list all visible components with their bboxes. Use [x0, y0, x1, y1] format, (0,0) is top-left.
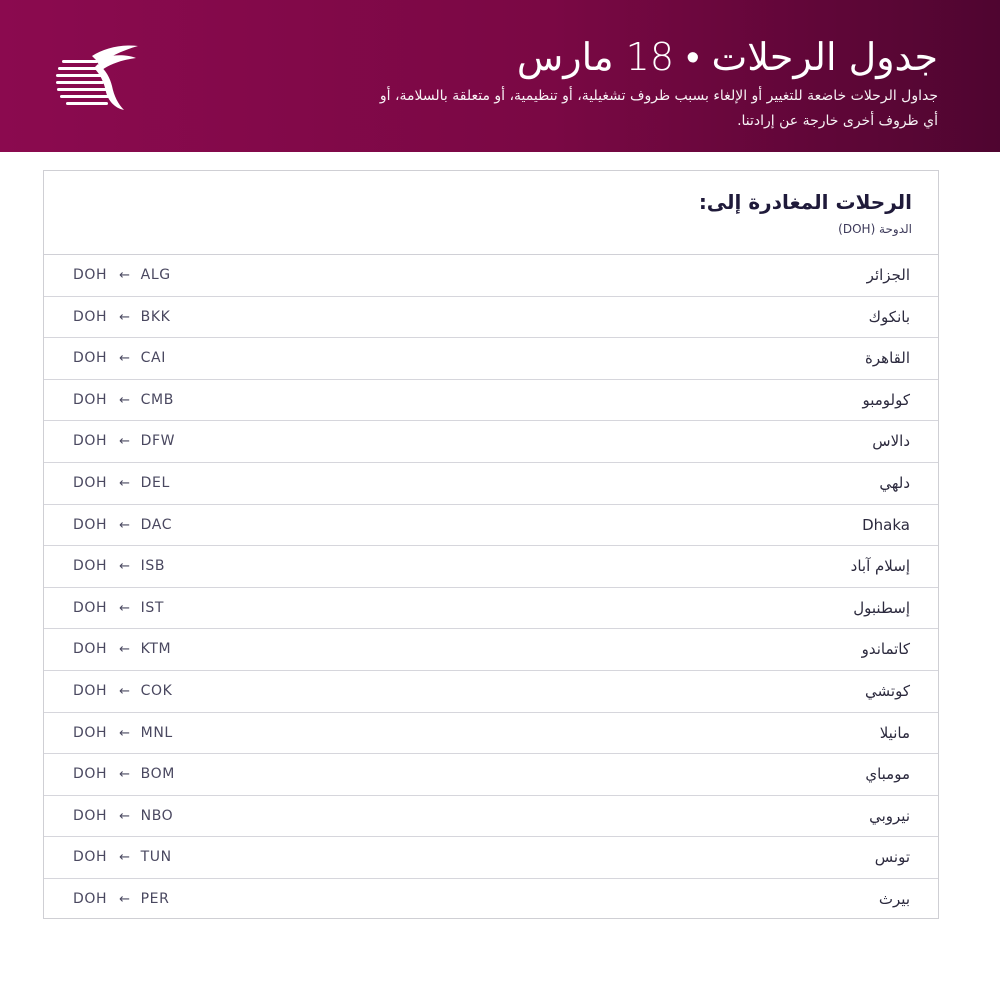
- route-codes: [73, 671, 172, 713]
- list-item: [44, 338, 938, 380]
- route-codes: [73, 837, 172, 879]
- flights-list: [44, 255, 938, 921]
- origin-code: MNL: [140, 724, 173, 741]
- arrow-left-icon: ←: [119, 600, 131, 616]
- route-codes: [73, 297, 170, 339]
- route-codes: [73, 546, 165, 588]
- origin-code: KTM: [140, 641, 172, 658]
- list-item: [44, 297, 938, 339]
- city-name: بانكوك: [868, 307, 910, 326]
- list-item: [44, 546, 938, 588]
- arrow-left-icon: ←: [119, 268, 131, 283]
- arrow-left-icon: ←: [119, 767, 131, 783]
- origin-code: TUN: [140, 849, 172, 866]
- route-codes: [73, 588, 164, 630]
- destination-label: الدوحة (DOH): [838, 222, 912, 236]
- arrow-left-icon: ←: [119, 642, 131, 658]
- city-name: تونس: [874, 848, 910, 867]
- page-title: جدول الرحلات • 18 مارس: [516, 35, 938, 79]
- origin-code: COK: [140, 682, 173, 699]
- header-banner: [0, 0, 1000, 152]
- arrow-left-icon: ←: [119, 392, 131, 408]
- city-name: الجزائر: [866, 266, 910, 284]
- route-codes: [73, 380, 174, 422]
- destination-code: DOH: [73, 350, 108, 367]
- city-name: مانيلا: [879, 723, 910, 742]
- destination-code: DOH: [73, 308, 108, 325]
- origin-code: DEL: [140, 474, 170, 491]
- list-item: [44, 671, 938, 713]
- origin-code: CAI: [140, 350, 166, 367]
- arrow-left-icon: ←: [119, 309, 131, 325]
- origin-code: CMB: [140, 391, 174, 408]
- city-name: القاهرة: [865, 349, 910, 368]
- city-name: إسطنبول: [853, 598, 910, 617]
- list-item: [44, 796, 938, 838]
- city-name: بيرث: [878, 889, 910, 908]
- origin-code: PER: [140, 890, 170, 907]
- origin-code: DFW: [140, 433, 176, 450]
- arrow-left-icon: ←: [119, 559, 131, 575]
- route-codes: [73, 754, 175, 796]
- list-item: [44, 380, 938, 422]
- city-name: كاتماندو: [861, 640, 910, 659]
- list-item: [44, 255, 938, 297]
- destination-code: DOH: [73, 516, 108, 533]
- list-item: [44, 837, 938, 879]
- list-item: [44, 754, 938, 796]
- destination-code: DOH: [73, 641, 108, 658]
- arrow-left-icon: ←: [119, 725, 131, 741]
- city-name: نيروبي: [869, 806, 910, 825]
- city-name: مومباي: [865, 765, 910, 784]
- list-item: [44, 505, 938, 547]
- route-codes: [73, 629, 171, 671]
- destination-code: DOH: [73, 807, 108, 824]
- card-header: [44, 171, 938, 255]
- route-codes: [73, 713, 173, 755]
- list-item: [44, 463, 938, 505]
- origin-code: BOM: [140, 766, 175, 783]
- route-codes: [73, 796, 173, 838]
- destination-code: DOH: [73, 890, 108, 907]
- origin-code: ISB: [140, 558, 166, 575]
- arrow-left-icon: ←: [119, 850, 131, 866]
- route-codes: [73, 255, 171, 297]
- destination-code: DOH: [73, 558, 108, 575]
- city-name: دلهي: [879, 473, 910, 492]
- arrow-left-icon: ←: [119, 683, 131, 699]
- origin-code: NBO: [140, 807, 174, 824]
- origin-code: BKK: [140, 308, 171, 325]
- list-item: [44, 629, 938, 671]
- oryx-logo-icon: [52, 38, 148, 116]
- origin-code: ALG: [140, 267, 171, 283]
- city-name: كولومبو: [862, 390, 910, 409]
- arrow-left-icon: ←: [119, 891, 131, 907]
- route-codes: [73, 879, 169, 921]
- arrow-left-icon: ←: [119, 808, 131, 824]
- list-item: [44, 421, 938, 463]
- list-item: [44, 588, 938, 630]
- destination-code: DOH: [73, 766, 108, 783]
- destination-code: DOH: [73, 474, 108, 491]
- city-name: Dhaka: [862, 515, 910, 534]
- route-codes: [73, 421, 175, 463]
- destination-code: DOH: [73, 724, 108, 741]
- arrow-left-icon: ←: [119, 475, 131, 491]
- route-codes: [73, 505, 172, 547]
- arrow-left-icon: ←: [119, 434, 131, 450]
- departures-card: [43, 170, 939, 919]
- route-codes: [73, 338, 166, 380]
- arrow-left-icon: ←: [119, 517, 131, 533]
- card-title: الرحلات المغادرة إلى:: [698, 190, 912, 214]
- list-item: [44, 879, 938, 921]
- arrow-left-icon: ←: [119, 351, 131, 367]
- route-codes: [73, 463, 170, 505]
- city-name: دالاس: [872, 432, 910, 451]
- origin-code: IST: [140, 599, 165, 616]
- destination-code: DOH: [73, 849, 108, 866]
- destination-code: DOH: [73, 267, 108, 283]
- destination-code: DOH: [73, 682, 108, 699]
- destination-code: DOH: [73, 433, 108, 450]
- city-name: كوتشي: [865, 681, 910, 700]
- destination-code: DOH: [73, 599, 108, 616]
- destination-code: DOH: [73, 391, 108, 408]
- list-item: [44, 713, 938, 755]
- origin-code: DAC: [140, 516, 173, 533]
- city-name: إسلام آباد: [850, 557, 910, 576]
- disclaimer-text: جداول الرحلات خاضعة للتغيير أو الإلغاء بسبب ظروف تشغيلية، أو تنظيمية، أو متعلقة بالسلامة، أو أي ظروف أخرى خارجة عن إرادتنا.: [379, 88, 938, 129]
